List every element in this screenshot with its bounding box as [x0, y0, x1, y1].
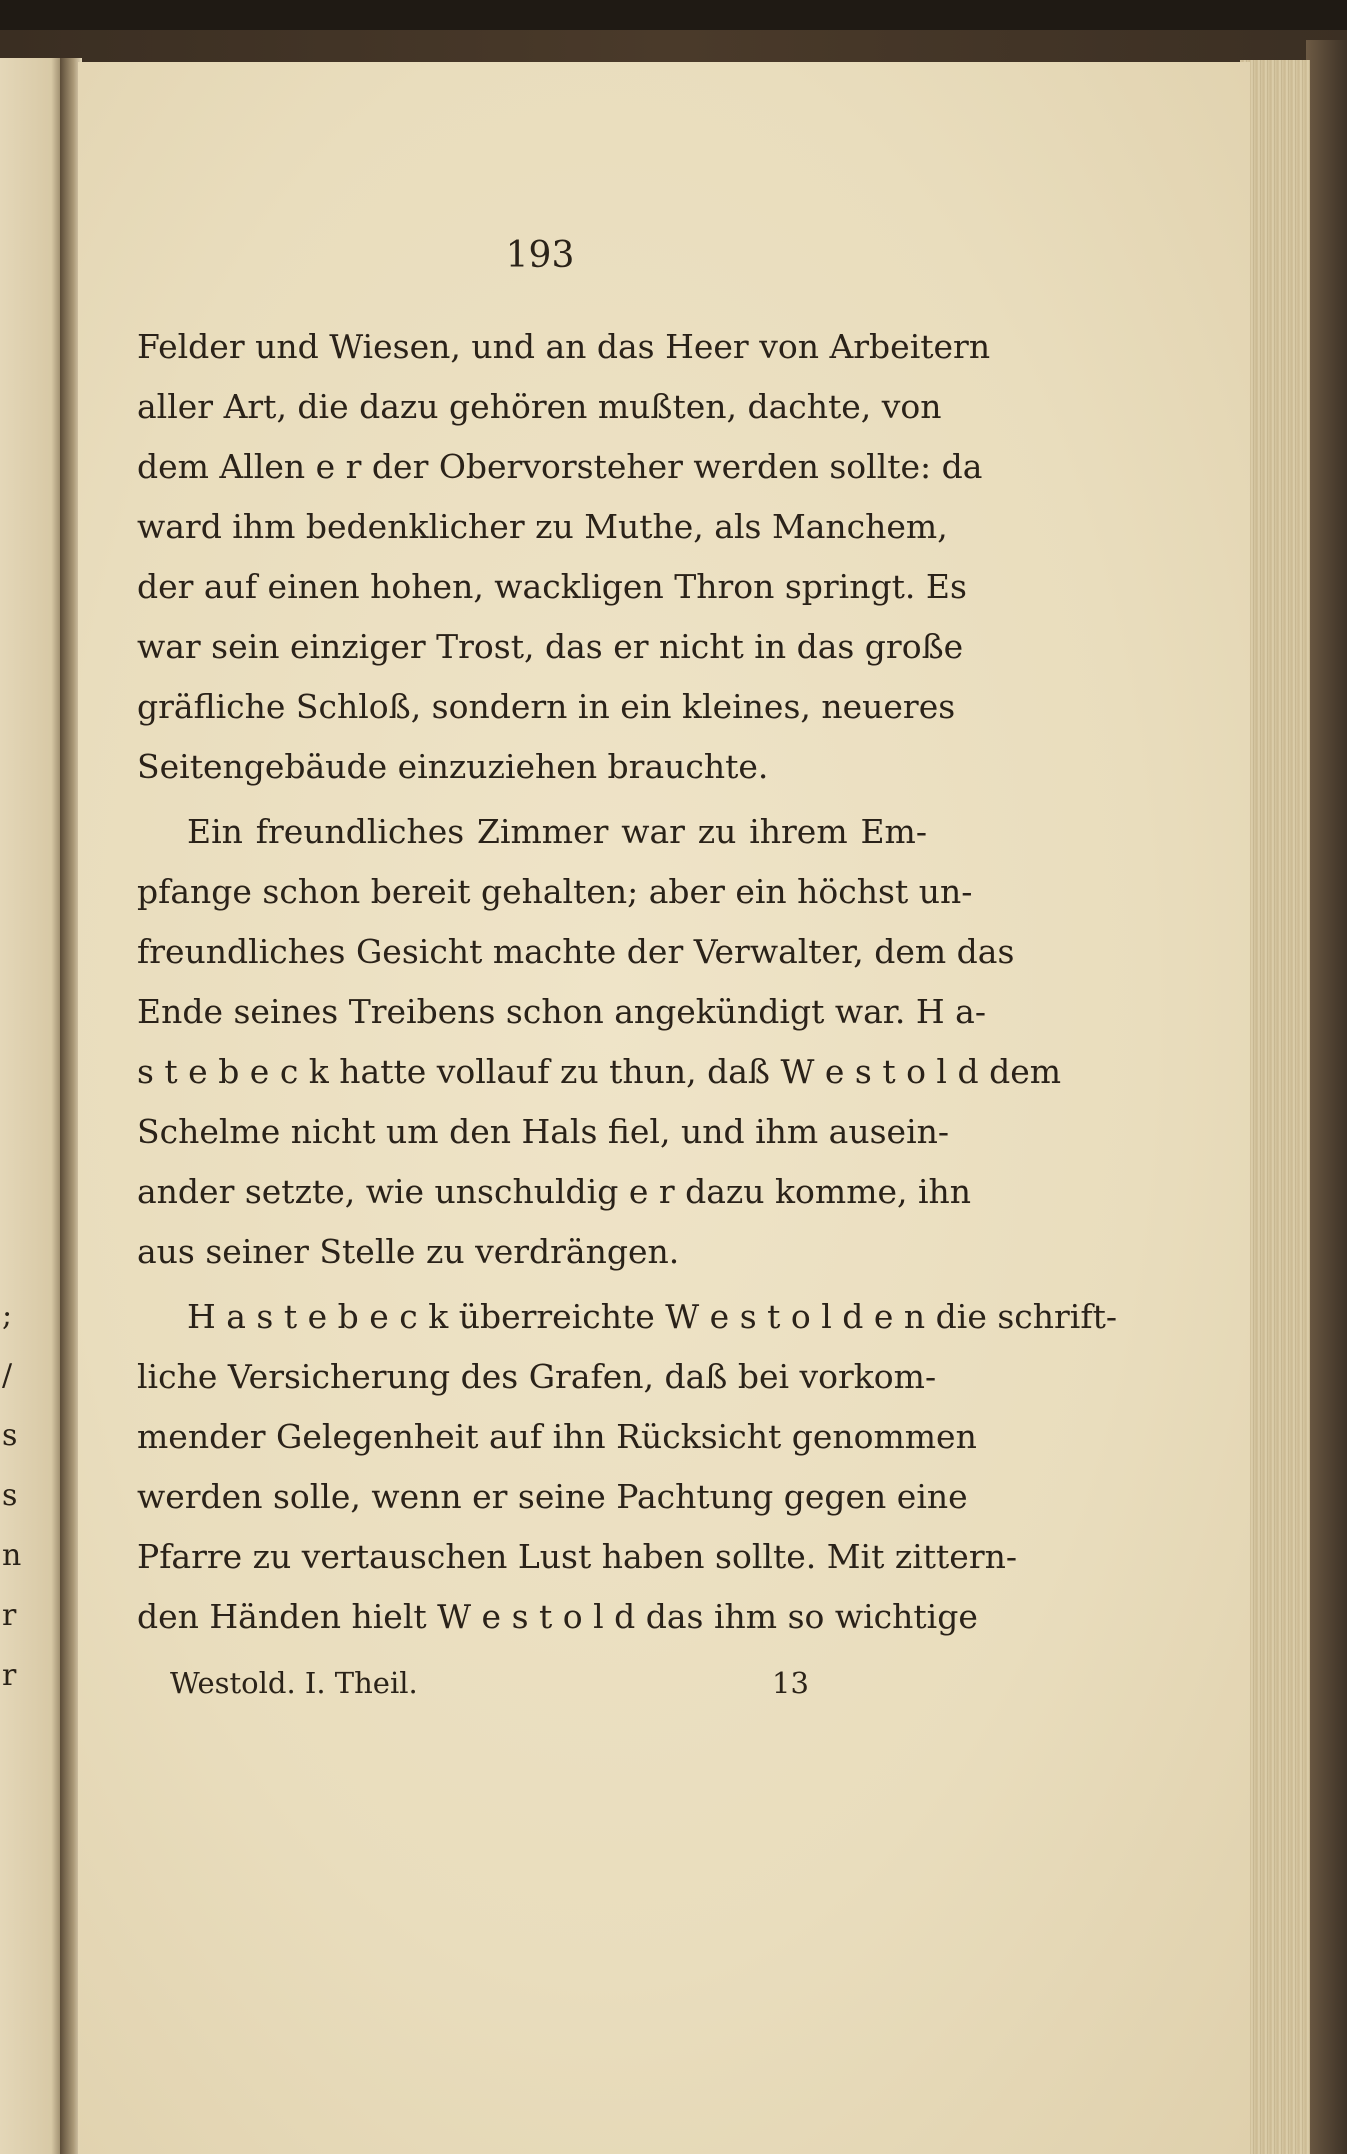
text-line: Seitengebäude einzuziehen brauchte.	[137, 747, 769, 786]
text-line: der auf einen hohen, wackligen Thron springt. Es	[137, 567, 967, 606]
text-line: werden solle, wenn er seine Pachtung gegen eine	[137, 1477, 968, 1516]
sheet-number: 13	[772, 1666, 809, 1700]
text-line: Pfarre zu vertauschen Lust haben sollte. Mit zittern-	[137, 1537, 1017, 1576]
left-page-fragment: n	[2, 1538, 22, 1573]
left-page-fragment: r	[2, 1658, 17, 1693]
text-line: ward ihm bedenklicher zu Muthe, als Manchem,	[137, 507, 948, 546]
text-line: Felder und Wiesen, und an das Heer von Arbeitern	[137, 327, 991, 366]
page-number: 193	[505, 235, 575, 276]
page-stack-edges	[1240, 60, 1310, 2154]
text-line: pfange schon bereit gehalten; aber ein höchst un-	[137, 872, 973, 911]
left-page-edge	[0, 58, 64, 2154]
left-page-fragment: ;	[2, 1298, 13, 1333]
text-line: dem Allen e r der Obervorsteher werden sollte: da	[137, 447, 983, 486]
text-line: Ende seines Treibens schon angekündigt war. H a-	[137, 992, 986, 1031]
text-line: aus seiner Stelle zu verdrängen.	[137, 1232, 680, 1271]
signature-mark: Westold. I. Theil.	[170, 1666, 418, 1700]
left-page-fragment: s	[2, 1478, 18, 1513]
text-line: war sein einziger Trost, das er nicht in das große	[137, 627, 964, 666]
left-page-fragment: /	[2, 1358, 13, 1393]
text-line: H a s t e b e c k überreichte W e s t o l d e n die schrift-	[187, 1297, 1117, 1336]
text-line: liche Versicherung des Grafen, daß bei vorkom-	[137, 1357, 937, 1396]
text-line: aller Art, die dazu gehören mußten, dachte, von	[137, 387, 942, 426]
text-line: Schelme nicht um den Hals fiel, und ihm ausein-	[137, 1112, 950, 1151]
text-line: gräfliche Schloß, sondern in ein kleines, neueres	[137, 687, 956, 726]
text-line: freundliches Gesicht machte der Verwalter, dem das	[137, 932, 1015, 971]
text-line: s t e b e c k hatte vollauf zu thun, daß W e s t o l d dem	[137, 1052, 1062, 1091]
left-page-fragment: r	[2, 1598, 17, 1633]
text-line: ander setzte, wie unschuldig e r dazu komme, ihn	[137, 1172, 972, 1211]
text-line: mender Gelegenheit auf ihn Rücksicht genommen	[137, 1417, 977, 1456]
book-spine-edge	[1306, 40, 1347, 2154]
text-line: den Händen hielt W e s t o l d das ihm so wichtige	[137, 1597, 978, 1636]
left-page-fragment: s	[2, 1418, 18, 1453]
text-line: Ein freundliches Zimmer war zu ihrem Em-	[187, 812, 927, 851]
